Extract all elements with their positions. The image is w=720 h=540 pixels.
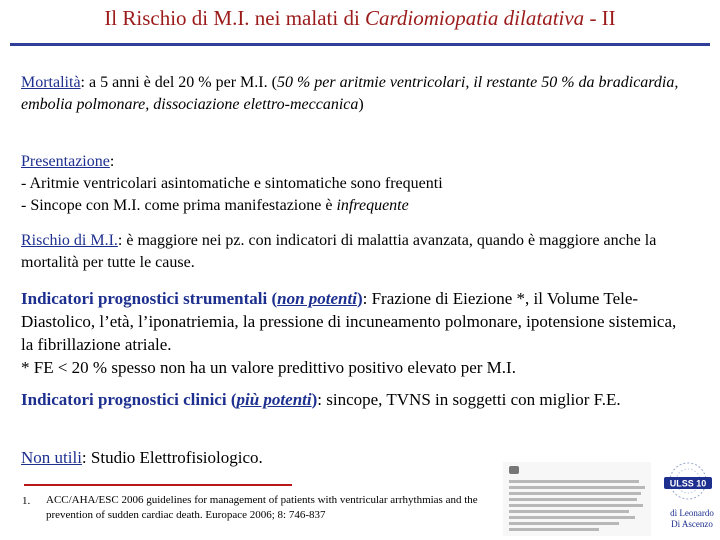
rischio-text: : è maggiore nei pz. con indicatori di malattia avanzata, quando è maggiore anche la mortalità per tutte le cause. (21, 232, 657, 271)
journal-logo-icon (509, 466, 519, 474)
strumentali-paren-close: ) (356, 289, 363, 308)
rischio-label: Rischio di M.I. (21, 232, 118, 249)
clinici-label: Indicatori prognostici clinici (21, 390, 227, 409)
mortalita-block (21, 72, 681, 116)
presentazione-line1: - Aritmie ventricolari asintomatiche e sintomatiche sono frequenti (21, 175, 443, 192)
title-part2: - II (584, 6, 616, 30)
logo-caption-line2: Di Ascenzo (671, 519, 713, 529)
footnote-rule (24, 484, 292, 486)
non-utili-label: Non utili (21, 448, 82, 467)
title-italic: Cardiomiopatia dilatativa (365, 6, 585, 30)
presentazione-line2: - Sincope con M.I. come prima manifestazione è (21, 197, 337, 214)
clinici-paren-close: ) (311, 390, 318, 409)
clinici-text: : sincope, TVNS in soggetti con miglior F.E. (317, 390, 621, 409)
clinici-block (21, 388, 681, 411)
mortalita-close: ) (358, 96, 364, 113)
logo-caption-line1: dì Leonardo (670, 508, 714, 518)
title-underline (10, 43, 710, 46)
strumentali-note: * FE < 20 % spesso non ha un valore predittivo positivo elevato per M.I. (21, 358, 516, 377)
mortalita-text: : a 5 anni è del 20 % per M.I. ( (80, 74, 277, 91)
clinici-italic: più potenti (236, 390, 312, 409)
presentazione-colon: : (109, 153, 115, 170)
footnote-text: ACC/AHA/ESC 2006 guidelines for management of patients with ventricular arrhythmias and the prevention of sudden cardiac death. Europace 2006; 8: 746-837 (46, 494, 478, 521)
presentazione-block (21, 151, 681, 217)
strumentali-label: Indicatori prognostici strumentali (21, 289, 268, 308)
title-part1: Il Rischio di M.I. nei malati di (104, 6, 366, 30)
mortalita-italic: 50 % per aritmie ventricolari, il restante 50 % da bradicardia, embolia polmonare, dissociazione elettro-meccanica (21, 74, 679, 113)
presentazione-label: Presentazione (21, 153, 110, 170)
article-thumbnail (503, 462, 651, 536)
logo-caption (664, 508, 720, 530)
non-utili-text: : Studio Elettrofisiologico. (81, 448, 263, 467)
ulss-logo-icon (660, 460, 716, 506)
clinici-paren-open: ( (226, 390, 237, 409)
strumentali-italic: non potenti (277, 289, 357, 308)
strumentali-block (21, 287, 681, 379)
presentazione-line2-italic: infrequente (336, 197, 409, 214)
footnote-number: 1. (22, 495, 31, 507)
strumentali-text: : Frazione di Eiezione *, il Volume Tele-Diastolico, l’età, l’iponatriemia, la pressione di incuneamento polmonare, ipotensione sistemica, la fibrillazione atriale. (21, 289, 677, 354)
mortalita-label: Mortalità (21, 74, 81, 91)
logo-badge: ULSS 10 (669, 478, 707, 489)
strumentali-paren-open: ( (267, 289, 278, 308)
slide-title (0, 6, 720, 31)
rischio-block (21, 230, 681, 274)
